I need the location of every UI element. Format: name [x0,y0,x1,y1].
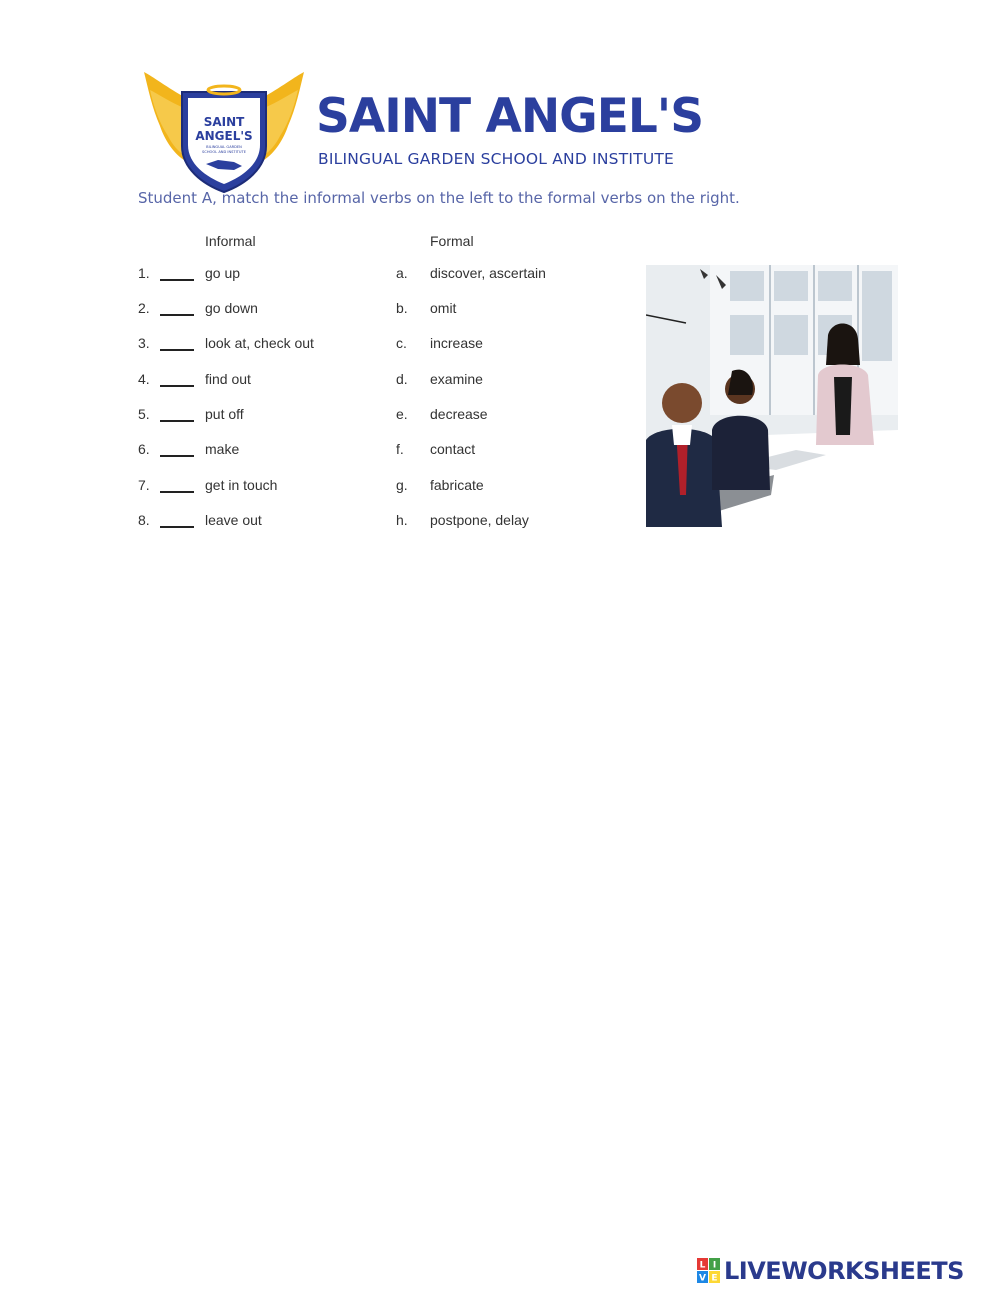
svg-text:BILINGUAL GARDEN: BILINGUAL GARDEN [206,145,242,149]
liveworksheets-logo-icon [697,1258,721,1284]
option-letter: c. [396,335,407,351]
informal-verb: go up [205,265,241,281]
svg-text:L: L [699,1260,706,1271]
instructions-text: Student A, match the informal verbs on the left to the formal verbs on the right. [138,189,740,207]
formal-verb: omit [430,300,457,316]
formal-verb: fabricate [430,477,484,493]
answer-blank[interactable] [160,455,194,457]
informal-verb: go down [205,300,258,316]
item-number: 8. [138,512,150,528]
informal-column-header: Informal [205,233,256,249]
school-name: SAINT ANGEL'S [316,89,704,144]
formal-verb: decrease [430,406,488,422]
informal-verb: find out [205,371,251,387]
matching-row [138,406,598,428]
informal-verb: leave out [205,512,262,528]
svg-text:I: I [712,1260,717,1271]
item-number: 1. [138,265,150,281]
liveworksheets-text: LIVEWORKSHEETS [724,1257,964,1285]
informal-verb: get in touch [205,477,278,493]
option-letter: f. [396,441,404,457]
option-letter: e. [396,406,408,422]
school-crest-logo [138,68,310,196]
option-letter: g. [396,477,408,493]
formal-verb: examine [430,371,483,387]
option-letter: d. [396,371,408,387]
formal-verb: increase [430,335,483,351]
matching-row [138,300,598,322]
matching-row [138,371,598,393]
item-number: 4. [138,371,150,387]
informal-verb: look at, check out [205,335,314,351]
answer-blank[interactable] [160,526,194,528]
option-letter: b. [396,300,408,316]
matching-row [138,265,598,287]
answer-blank[interactable] [160,314,194,316]
svg-text:SAINT: SAINT [203,115,245,129]
formal-verb: discover, ascertain [430,265,546,281]
informal-verb: put off [205,406,244,422]
matching-row [138,335,598,357]
answer-blank[interactable] [160,420,194,422]
formal-column-header: Formal [430,233,474,249]
school-subtitle: BILINGUAL GARDEN SCHOOL AND INSTITUTE [318,150,675,168]
answer-blank[interactable] [160,491,194,493]
svg-text:E: E [711,1273,718,1284]
answer-blank[interactable] [160,279,194,281]
formal-verb: contact [430,441,476,457]
item-number: 3. [138,335,150,351]
office-meeting-photo [646,265,898,527]
item-number: 5. [138,406,150,422]
matching-row [138,477,598,499]
formal-verb: postpone, delay [430,512,529,528]
item-number: 7. [138,477,150,493]
answer-blank[interactable] [160,349,194,351]
item-number: 2. [138,300,150,316]
matching-row [138,512,598,534]
svg-text:SCHOOL AND INSTITUTE: SCHOOL AND INSTITUTE [202,150,246,154]
svg-text:ANGEL'S: ANGEL'S [195,129,253,143]
option-letter: a. [396,265,408,281]
answer-blank[interactable] [160,385,194,387]
svg-text:V: V [699,1273,706,1284]
informal-verb: make [205,441,240,457]
option-letter: h. [396,512,408,528]
matching-row [138,441,598,463]
item-number: 6. [138,441,150,457]
